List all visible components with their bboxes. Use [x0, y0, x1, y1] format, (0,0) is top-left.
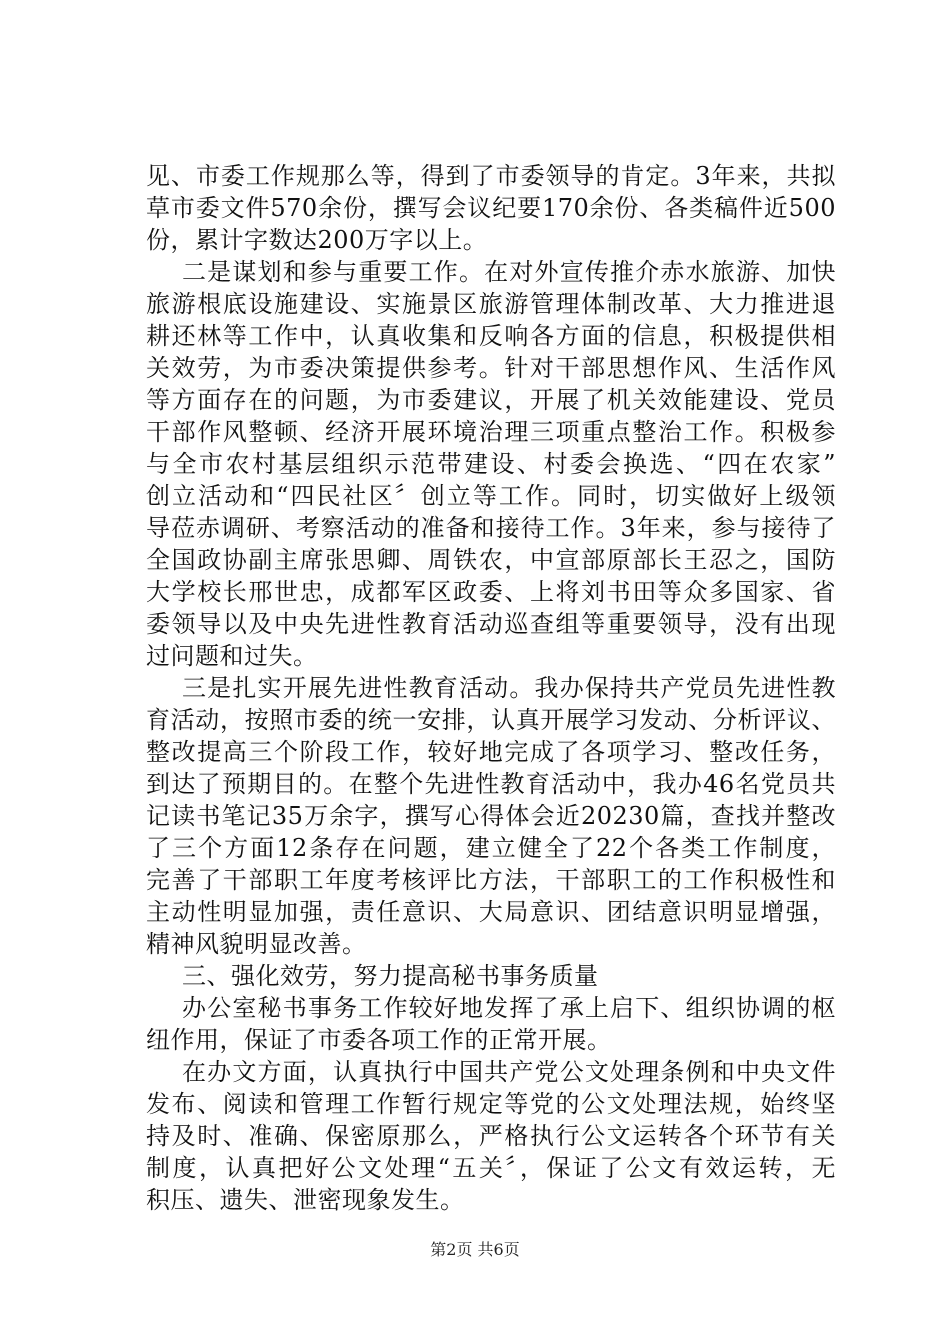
- text-line: 到达了预期目的。在整个先进性教育活动中，我办46名党员共: [146, 770, 836, 798]
- page-footer: 第2页 共6页: [430, 1240, 520, 1259]
- text-line: 积压、遗失、泄密现象发生。: [146, 1186, 465, 1214]
- text-line: 全国政协副主席张思卿、周铁农，中宣部原部长王忍之，国防: [146, 546, 836, 574]
- text-line: 整改提高三个阶段工作，较好地完成了各项学习、整改任务，: [146, 738, 836, 766]
- text-line: 办公室秘书事务工作较好地发挥了承上启下、组织协调的枢: [182, 994, 836, 1022]
- text-line: 持及时、准确、保密原那么，严格执行公文运转各个环节有关: [146, 1122, 836, 1150]
- text-line: 完善了干部职工年度考核评比方法，干部职工的工作积极性和: [146, 866, 836, 894]
- text-line: 精神风貌明显改善。: [146, 930, 367, 958]
- text-line: 育活动，按照市委的统一安排，认真开展学习发动、分析评议、: [146, 706, 836, 734]
- text-line: 记读书笔记35万余字，撰写心得体会近20230篇，查找并整改: [146, 802, 836, 830]
- text-line: 见、市委工作规那么等，得到了市委领导的肯定。3年来，共拟: [146, 162, 836, 190]
- text-line: 与全市农村基层组织示范带建设、村委会换选、“四在农家”: [146, 450, 836, 478]
- text-line: 主动性明显加强，责任意识、大局意识、团结意识明显增强，: [146, 898, 836, 926]
- paragraph: [146, 160, 836, 256]
- text-line: 三、强化效劳，努力提高秘书事务质量: [182, 962, 599, 990]
- text-line: 过问题和过失。: [146, 642, 318, 670]
- text-line: 关效劳，为市委决策提供参考。针对干部思想作风、生活作风: [146, 354, 836, 382]
- text-line: 旅游根底设施建设、实施景区旅游管理体制改革、大力推进退: [146, 290, 836, 318]
- text-line: 制度，认真把好公文处理“五关〞，保证了公文有效运转，无: [146, 1154, 836, 1182]
- paragraph: [146, 992, 836, 1056]
- text-line: 二是谋划和参与重要工作。在对外宣传推介赤水旅游、加快: [182, 258, 836, 286]
- text-line: 创立活动和“四民社区〞创立等工作。同时，切实做好上级领: [146, 482, 836, 510]
- text-line: 在办文方面，认真执行中国共产党公文处理条例和中央文件: [182, 1058, 836, 1086]
- text-line: 委领导以及中央先进性教育活动巡查组等重要领导，没有出现: [146, 610, 836, 638]
- text-line: 大学校长邢世忠，成都军区政委、上将刘书田等众多国家、省: [146, 578, 836, 606]
- text-line: 导莅赤调研、考察活动的准备和接待工作。3年来，参与接待了: [146, 514, 836, 542]
- text-line: 干部作风整顿、经济开展环境治理三项重点整治工作。积极参: [146, 418, 836, 446]
- paragraph: [146, 960, 836, 992]
- text-line: 草市委文件570余份，撰写会议纪要170余份、各类稿件近500: [146, 194, 836, 222]
- paragraph: [146, 256, 836, 672]
- text-line: 耕还林等工作中，认真收集和反响各方面的信息，积极提供相: [146, 322, 836, 350]
- text-line: 等方面存在的问题，为市委建议，开展了机关效能建设、党员: [146, 386, 836, 414]
- text-line: 纽作用，保证了市委各项工作的正常开展。: [146, 1026, 612, 1054]
- paragraph: [146, 1056, 836, 1216]
- document-body: [146, 160, 836, 1216]
- text-line: 三是扎实开展先进性教育活动。我办保持共产党员先进性教: [182, 674, 836, 702]
- paragraph: [146, 672, 836, 960]
- text-line: 了三个方面12条存在问题，建立健全了22个各类工作制度，: [146, 834, 836, 862]
- text-line: 份，累计字数达200万字以上。: [146, 226, 488, 254]
- text-line: 发布、阅读和管理工作暂行规定等党的公文处理法规，始终坚: [146, 1090, 836, 1118]
